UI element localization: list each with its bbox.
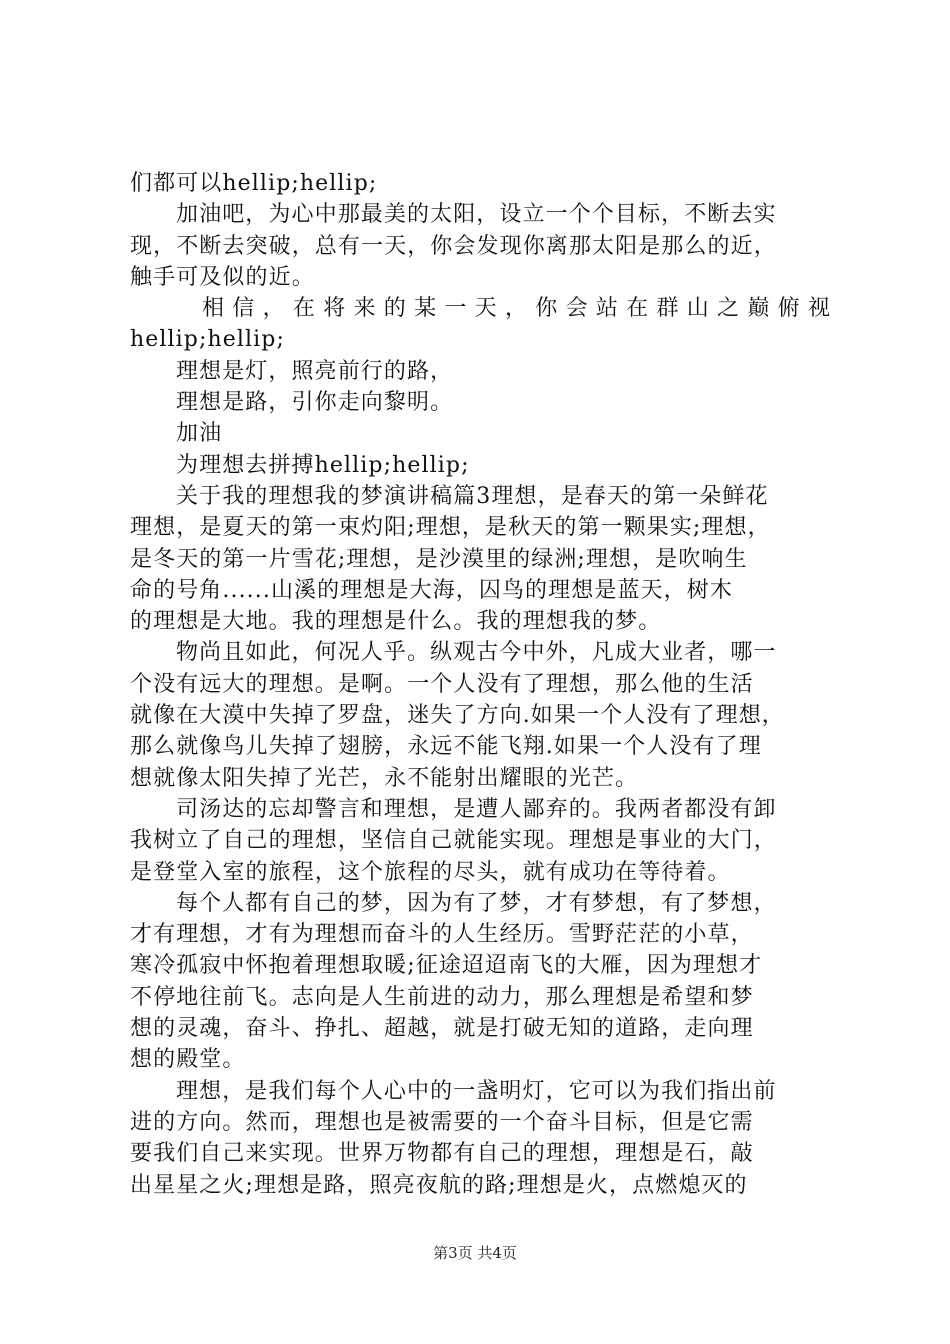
text-line: 现，不断去突破，总有一天，你会发现你离那太阳是那么的近，	[130, 233, 777, 259]
text-line: 我树立了自己的理想，坚信自己就能实现。理想是事业的大门，	[130, 828, 777, 854]
justified-char: ，	[504, 296, 527, 322]
text-line: 那么就像鸟儿失掉了翅膀，永远不能飞翔.如果一个人没有了理	[130, 734, 762, 760]
text-line: 寒冷孤寂中怀抱着理想取暖;征途迢迢南飞的大雁，因为理想才	[130, 953, 763, 979]
justified-char: 某	[414, 296, 437, 322]
justified-char: 一	[444, 296, 467, 322]
text-line: 想的殿堂。	[130, 1047, 246, 1073]
text-line: 进的方向。然而，理想也是被需要的一个奋斗目标，但是它需	[130, 1109, 754, 1135]
text-line: 理想，是夏天的第一束灼阳;理想，是秋天的第一颗果实;理想，	[130, 515, 771, 541]
text-line: 为理想去拼搏hellip;hellip;	[176, 452, 470, 478]
justified-char: 山	[686, 296, 709, 322]
justified-char: 的	[383, 296, 406, 322]
text-line: 们都可以hellip;hellip;	[130, 171, 378, 196]
text-line: hellip;hellip;	[130, 327, 285, 353]
justified-char: 来	[353, 296, 376, 322]
text-line: 就像在大漠中失掉了罗盘，迷失了方向.如果一个人没有了理想，	[130, 703, 785, 729]
text-line: 才有理想，才有为理想而奋斗的人生经历。雪野茫茫的小草，	[130, 922, 754, 948]
justified-char: 会	[565, 296, 588, 322]
justified-char: 将	[323, 296, 346, 322]
text-line: 的理想是大地。我的理想是什么。我的理想我的梦。	[130, 609, 662, 635]
text-line: 个没有远大的理想。是啊。一个人没有了理想，那么他的生活	[130, 671, 754, 697]
text-line: 要我们自己来实现。世界万物都有自己的理想，理想是石，敲	[130, 1141, 754, 1167]
text-line: 每个人都有自己的梦，因为有了梦，才有梦想，有了梦想，	[176, 890, 777, 916]
text-line: 理想是灯，照亮前行的路，	[176, 358, 454, 384]
text-line: 加油吧，为心中那最美的太阳，设立一个个目标，不断去实	[176, 202, 777, 228]
text-line: 理想是路，引你走向黎明。	[176, 390, 454, 416]
justified-char: 天	[474, 296, 497, 322]
text-line: 想就像太阳失掉了光芒，永不能射出耀眼的光芒。	[130, 765, 639, 791]
justified-char: 相	[202, 296, 225, 322]
text-line: 是冬天的第一片雪花;理想，是沙漠里的绿洲;理想，是吹响生	[130, 546, 748, 572]
justified-char: 在	[626, 296, 649, 322]
text-line: 理想，是我们每个人心中的一盏明灯，它可以为我们指出前	[176, 1078, 777, 1104]
justified-char: 在	[292, 296, 315, 322]
justified-char: 站	[595, 296, 618, 322]
justified-text-line	[130, 293, 830, 324]
text-line: 是登堂入室的旅程，这个旅程的尽头，就有成功在等待着。	[130, 859, 731, 885]
justified-char: 你	[535, 296, 558, 322]
document-body	[130, 168, 830, 1201]
justified-char: 信	[232, 296, 255, 322]
justified-char: ，	[262, 296, 285, 322]
text-line: 司汤达的忘却警言和理想，是遭人鄙弃的。我两者都没有卸	[176, 796, 777, 822]
text-line: 想的灵魂，奋斗、挣扎、超越，就是打破无知的道路，走向理	[130, 1016, 754, 1042]
justified-char: 之	[717, 296, 740, 322]
text-line: 物尚且如此，何况人乎。纵观古今中外，凡成大业者，哪一	[176, 640, 777, 666]
justified-char: 巅	[747, 296, 770, 322]
text-line: 关于我的理想我的梦演讲稿篇3理想，是春天的第一朵鲜花	[176, 483, 769, 509]
text-line: 出星星之火;理想是路，照亮夜航的路;理想是火，点燃熄灭的	[130, 1172, 748, 1198]
justified-char: 视	[807, 296, 830, 322]
text-line: 触手可及似的近。	[130, 264, 315, 290]
justified-char: 俯	[777, 296, 800, 322]
text-line: 加油	[176, 421, 223, 447]
text-line: 命的号角......山溪的理想是大海，囚鸟的理想是蓝天，树木	[130, 577, 733, 603]
text-line: 不停地往前飞。志向是人生前进的动力，那么理想是希望和梦	[130, 984, 754, 1010]
justified-char: 群	[656, 296, 679, 322]
page-footer	[0, 1243, 950, 1263]
page-number-label: 第3页 共4页	[433, 1244, 517, 1262]
